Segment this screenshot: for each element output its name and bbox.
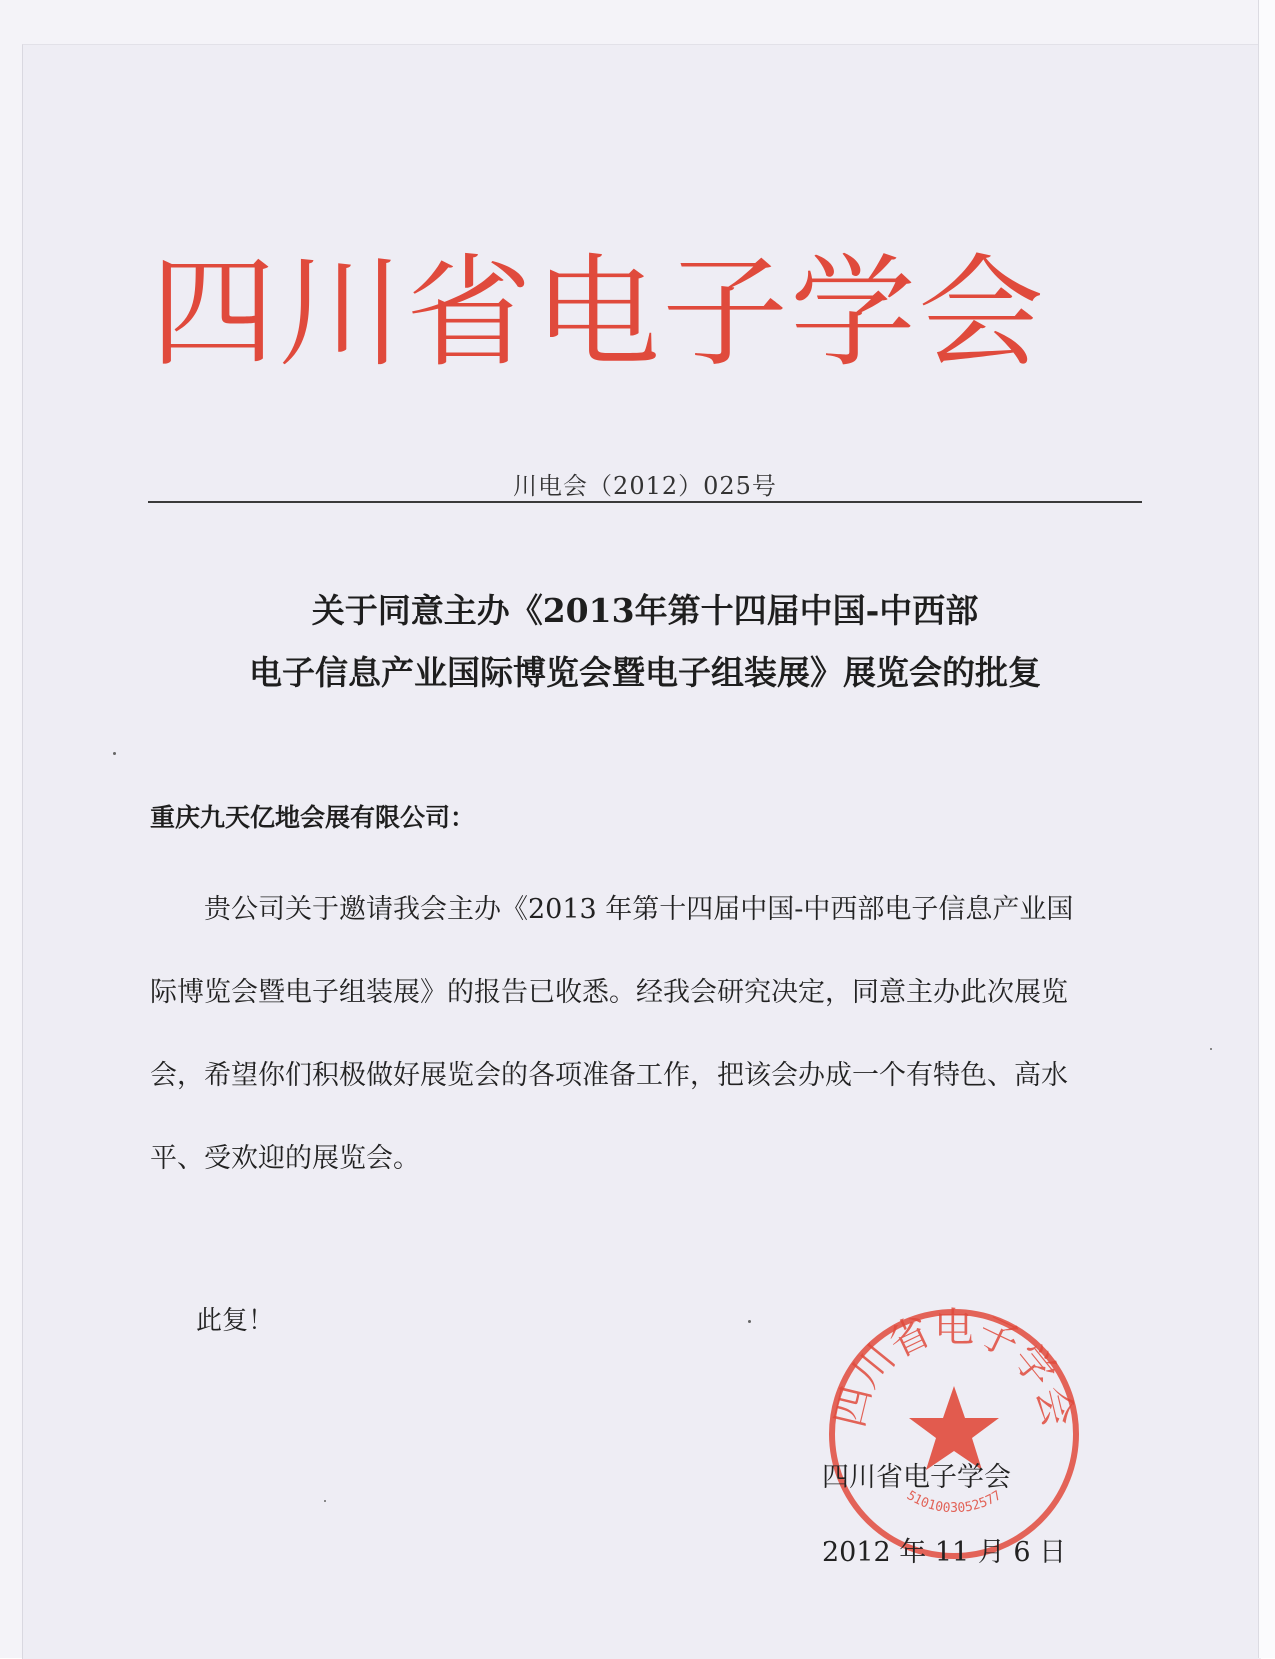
letterhead-title: 四川省电子学会 [150,241,1046,384]
header-rule [148,501,1142,503]
body-line-1: 贵公司关于邀请我会主办《2013 年第十四届中国-中西部电子信息产业国 [204,894,1074,925]
scan-speck [748,1320,751,1323]
signature-organization: 四川省电子学会 [822,1462,1011,1493]
title-line-2: 电子信息产业国际博览会暨电子组装展》展览会的批复 [249,653,1041,692]
official-seal-stamp [822,1302,1086,1566]
body-paragraph [150,868,1150,1200]
scan-speck [324,1500,326,1502]
title-line-1: 关于同意主办《2013年第十四届中国-中西部 [311,591,979,630]
scan-speck [113,752,116,755]
scan-edge [1258,0,1275,1658]
body-line-2: 际博览会暨电子组装展》的报告已收悉。经我会研究决定，同意主办此次展览 [150,977,1068,1008]
addressee: 重庆九天亿地会展有限公司： [150,803,476,832]
signature-date: 2012 年 11 月 6 日 [822,1537,1067,1568]
body-line-4: 平、受欢迎的展览会。 [150,1143,420,1174]
document-title [120,580,1170,704]
closing-remark: 此复！ [196,1306,275,1336]
seal-text: 四川省电子学会 [826,1304,1082,1432]
body-line-3: 会，希望你们积极做好展览会的各项准备工作，把该会办成一个有特色、高水 [150,1060,1068,1091]
document-number: 川电会（2012）025号 [513,472,777,500]
scan-speck [1210,1048,1212,1050]
seal-code: 5101003052577 [903,1488,1005,1517]
